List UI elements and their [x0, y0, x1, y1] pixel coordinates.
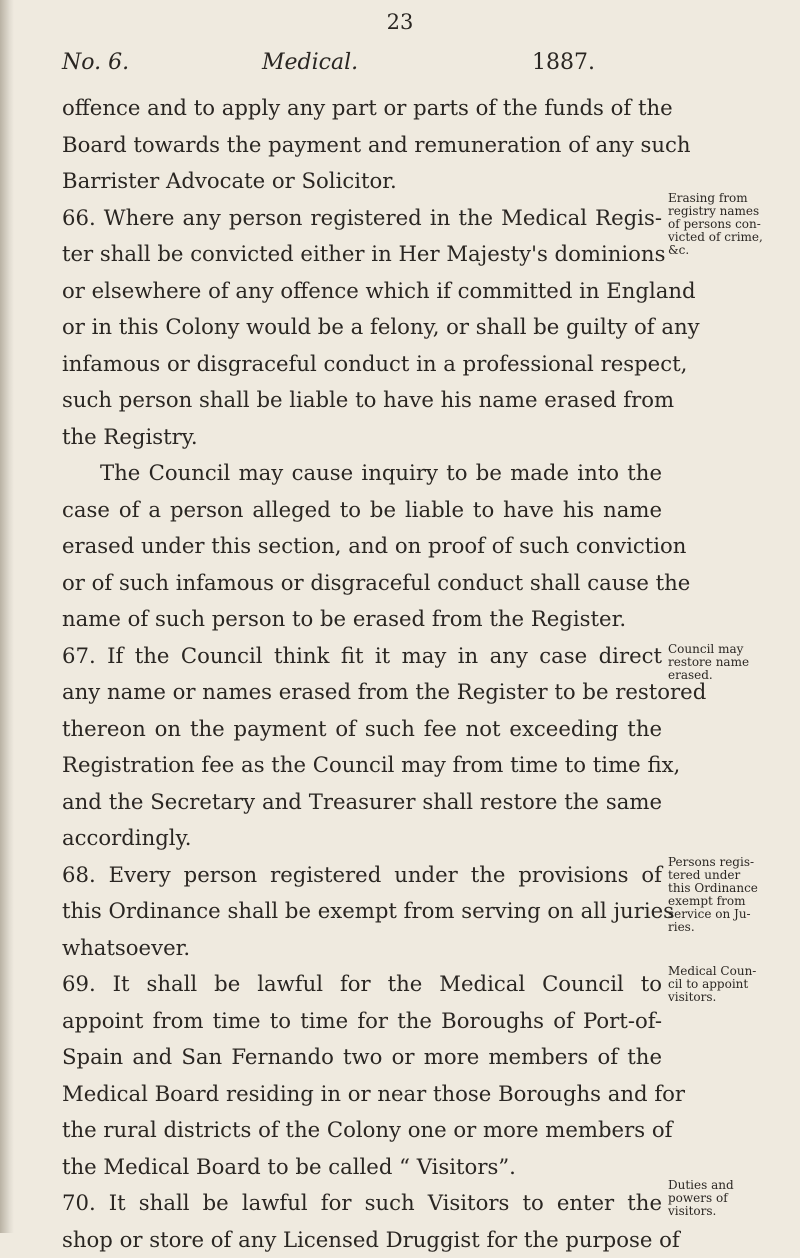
- section-69-start: 69. It shall be lawful for the Medical Council to: [62, 966, 662, 1003]
- margin-note-duties: Duties and powers of visitors.: [668, 1179, 796, 1218]
- text-line: or elsewhere of any offence which if committed in England: [62, 273, 662, 310]
- margin-note-visitors: Medical Coun- cil to appoint visitors.: [668, 965, 796, 1004]
- text-line: any name or names erased from the Register to be restored: [62, 674, 662, 711]
- body-text: [62, 90, 662, 1258]
- header-title: Medical.: [262, 50, 358, 75]
- text-line: appoint from time to time for the Boroughs of Port-of-: [62, 1003, 662, 1040]
- text-line: name of such person to be erased from the Register.: [62, 601, 662, 638]
- header-year: 1887.: [532, 50, 595, 75]
- text-line: thereon on the payment of such fee not exceeding the: [62, 711, 662, 748]
- text-line: Board towards the payment and remuneration of any such: [62, 127, 662, 164]
- section-70-start: 70. It shall be lawful for such Visitors to enter the: [62, 1185, 662, 1222]
- text-line: the Medical Board to be called “ Visitors”.: [62, 1149, 662, 1186]
- text-line: and the Secretary and Treasurer shall restore the same: [62, 784, 662, 821]
- text-line: Barrister Advocate or Solicitor.: [62, 163, 662, 200]
- section-66-start: 66. Where any person registered in the Medical Regis-: [62, 200, 662, 237]
- text-line: case of a person alleged to be liable to have his name: [62, 492, 662, 529]
- page-number: 23: [0, 10, 800, 34]
- text-line: the Registry.: [62, 419, 662, 456]
- text-line: such person shall be liable to have his name erased from: [62, 382, 662, 419]
- text-line: infamous or disgraceful conduct in a professional respect,: [62, 346, 662, 383]
- text-line: Medical Board residing in or near those Boroughs and for: [62, 1076, 662, 1113]
- margin-note-juries: Persons regis- tered under this Ordinance exempt from service on Ju- ries.: [668, 856, 796, 934]
- header-number: No. 6.: [62, 50, 129, 75]
- section-68-start: 68. Every person registered under the provisions of: [62, 857, 662, 894]
- text-line: Registration fee as the Council may from time to time fix,: [62, 747, 662, 784]
- text-line: or of such infamous or disgraceful conduct shall cause the: [62, 565, 662, 602]
- text-line: accordingly.: [62, 820, 662, 857]
- page-binding-edge: [0, 0, 14, 1233]
- running-header: [62, 50, 662, 80]
- text-line: the rural districts of the Colony one or more members of: [62, 1112, 662, 1149]
- text-line: shop or store of any Licensed Druggist for the purpose of: [62, 1222, 662, 1258]
- text-line: or in this Colony would be a felony, or shall be guilty of any: [62, 309, 662, 346]
- text-line: this Ordinance shall be exempt from serving on all juries: [62, 893, 662, 930]
- text-line: whatsoever.: [62, 930, 662, 967]
- margin-note-erasing: Erasing from registry names of persons con- victed of crime, &c.: [668, 192, 796, 257]
- text-line: The Council may cause inquiry to be made into the: [62, 455, 662, 492]
- text-line: ter shall be convicted either in Her Majesty's dominions: [62, 236, 662, 273]
- text-line: offence and to apply any part or parts of the funds of the: [62, 90, 662, 127]
- margin-note-restore: Council may restore name erased.: [668, 643, 796, 682]
- text-line: erased under this section, and on proof of such conviction: [62, 528, 662, 565]
- section-67-start: 67. If the Council think fit it may in any case direct: [62, 638, 662, 675]
- text-line: Spain and San Fernando two or more members of the: [62, 1039, 662, 1076]
